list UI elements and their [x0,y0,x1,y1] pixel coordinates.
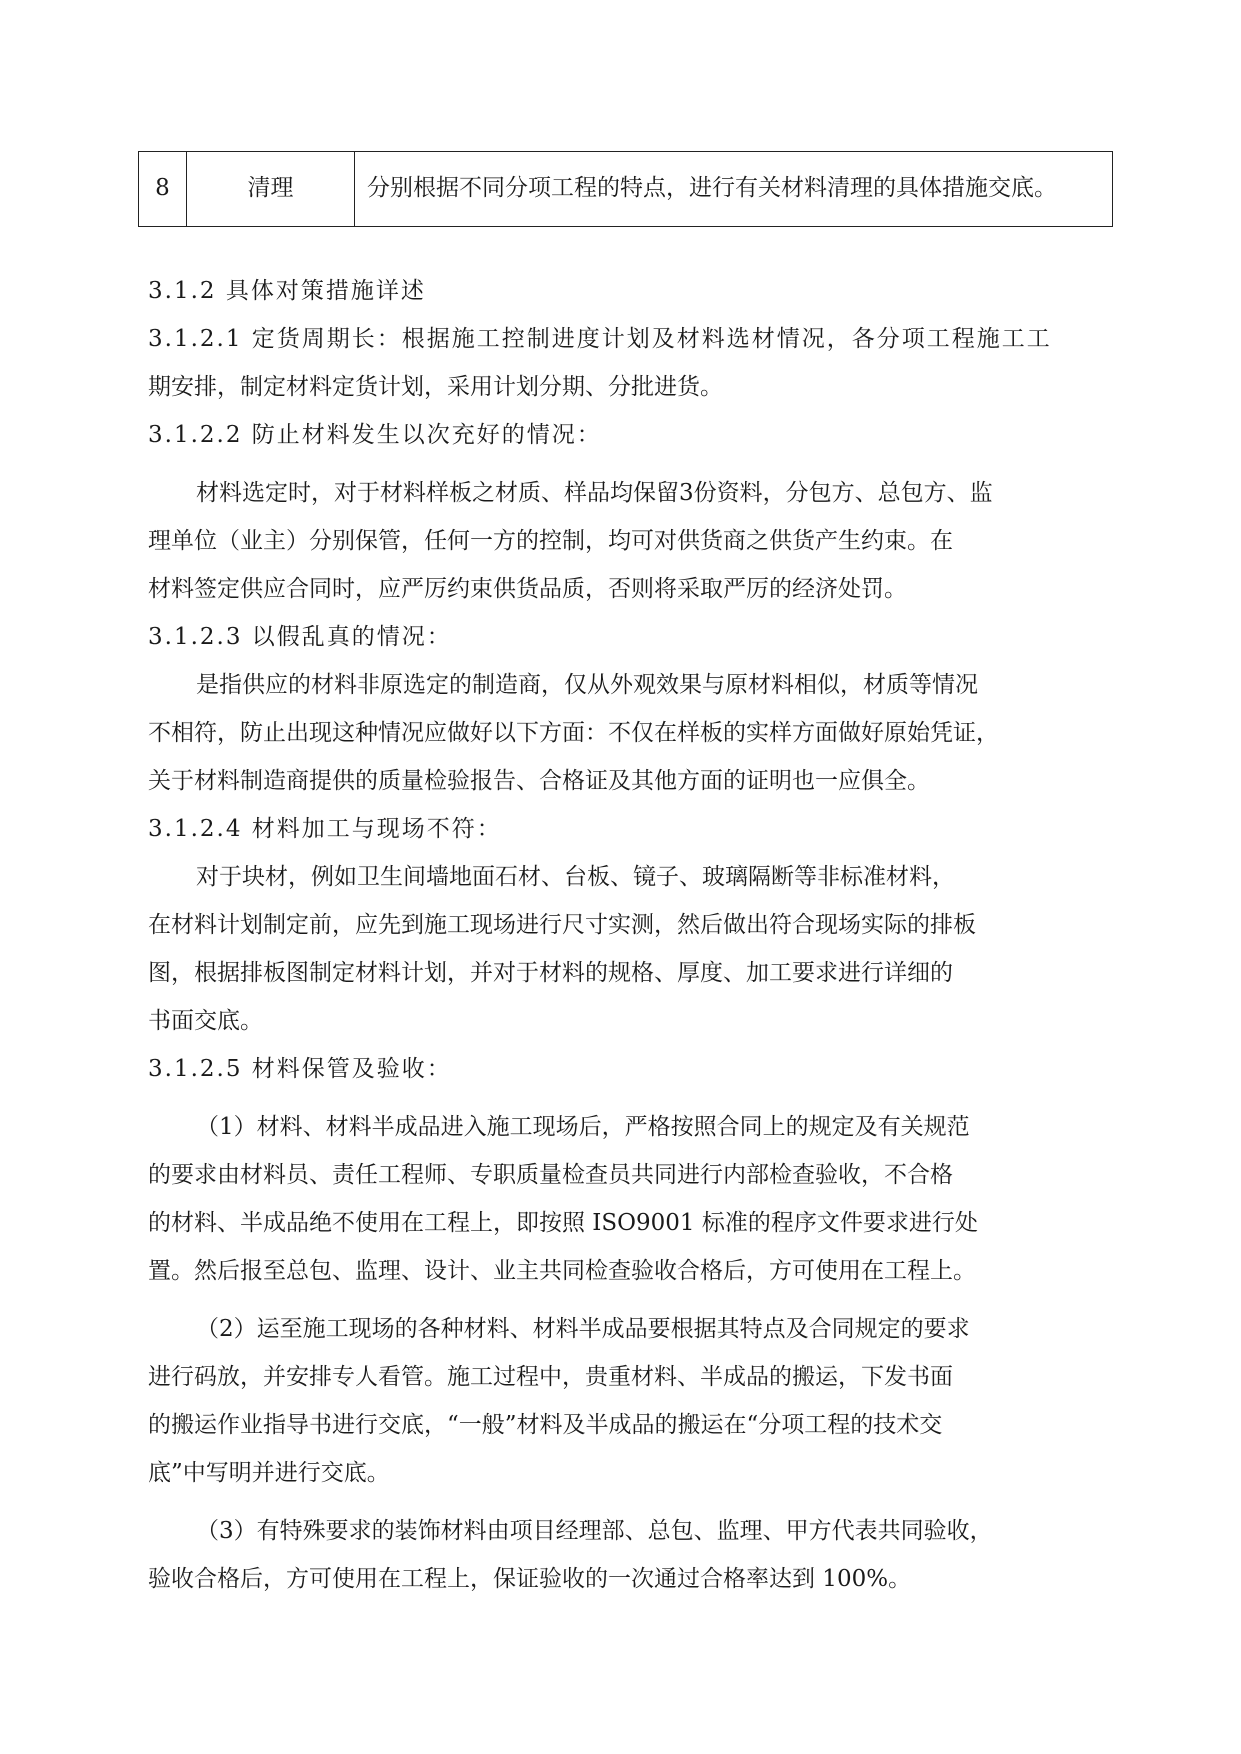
description-cell: 分别根据不同分项工程的特点，进行有关材料清理的具体措施交底。 [355,152,1113,227]
paragraph-line: 在材料计划制定前，应先到施工现场进行尺寸实测，然后做出符合现场实际的排板 [148,912,976,938]
item-cell: 清理 [187,152,355,227]
paragraph-line: 不相符，防止出现这种情况应做好以下方面：不仅在样板的实样方面做好原始凭证， [148,720,999,746]
heading-3-1-2-2: 3.1.2.2 防止材料发生以次充好的情况： [148,422,602,448]
paragraph-line: 置。然后报至总包、监理、设计、业主共同检查验收合格后，方可使用在工程上。 [148,1258,976,1284]
paragraph-line: 书面交底。 [148,1008,263,1034]
measures-table [138,151,1113,227]
table-row [139,152,1113,227]
heading-3-1-2-3: 3.1.2.3 以假乱真的情况： [148,624,452,650]
paragraph-line: （2）运至施工现场的各种材料、材料半成品要根据其特点及合同规定的要求 [196,1316,970,1342]
heading-3-1-2-4: 3.1.2.4 材料加工与现场不符： [148,816,502,842]
paragraph-line: 进行码放，并安排专人看管。施工过程中，贵重材料、半成品的搬运，下发书面 [148,1364,953,1390]
paragraph-line: 底”中写明并进行交底。 [148,1460,390,1486]
paragraph-line: 是指供应的材料非原选定的制造商，仅从外观效果与原材料相似，材质等情况 [196,672,978,698]
paragraph-line: （1）材料、材料半成品进入施工现场后，严格按照合同上的规定及有关规范 [196,1114,970,1140]
paragraph-line: 的搬运作业指导书进行交底，“一般”材料及半成品的搬运在“分项工程的技术交 [148,1412,943,1438]
heading-3-1-2-1: 3.1.2.1 定货周期长：根据施工控制进度计划及材料选材情况，各分项工程施工工 [148,326,1052,352]
paragraph-line: 理单位（业主）分别保管，任何一方的控制，均可对供货商之供货产生约束。在 [148,528,953,554]
heading-3-1-2-5: 3.1.2.5 材料保管及验收： [148,1056,452,1082]
row-number-cell: 8 [139,152,187,227]
paragraph-line: 的要求由材料员、责任工程师、专职质量检查员共同进行内部检查验收，不合格 [148,1162,953,1188]
section-heading-3-1-2: 3.1.2 具体对策措施详述 [148,278,426,304]
paragraph-line: 关于材料制造商提供的质量检验报告、合格证及其他方面的证明也一应俱全。 [148,768,930,794]
paragraph-line: 验收合格后，方可使用在工程上，保证验收的一次通过合格率达到 100%。 [148,1566,912,1592]
paragraph-line: （3）有特殊要求的装饰材料由项目经理部、总包、监理、甲方代表共同验收， [196,1518,993,1544]
paragraph-line: 对于块材，例如卫生间墙地面石材、台板、镜子、玻璃隔断等非标准材料， [196,864,955,890]
paragraph-line: 材料选定时，对于材料样板之材质、样品均保留3份资料，分包方、总包方、监 [196,480,993,506]
paragraph-line: 图，根据排板图制定材料计划，并对于材料的规格、厚度、加工要求进行详细的 [148,960,953,986]
paragraph-line: 期安排，制定材料定货计划，采用计划分期、分批进货。 [148,374,723,400]
paragraph-line: 材料签定供应合同时，应严厉约束供货品质，否则将采取严厉的经济处罚。 [148,576,907,602]
paragraph-line: 的材料、半成品绝不使用在工程上，即按照 ISO9001 标准的程序文件要求进行处 [148,1210,978,1236]
